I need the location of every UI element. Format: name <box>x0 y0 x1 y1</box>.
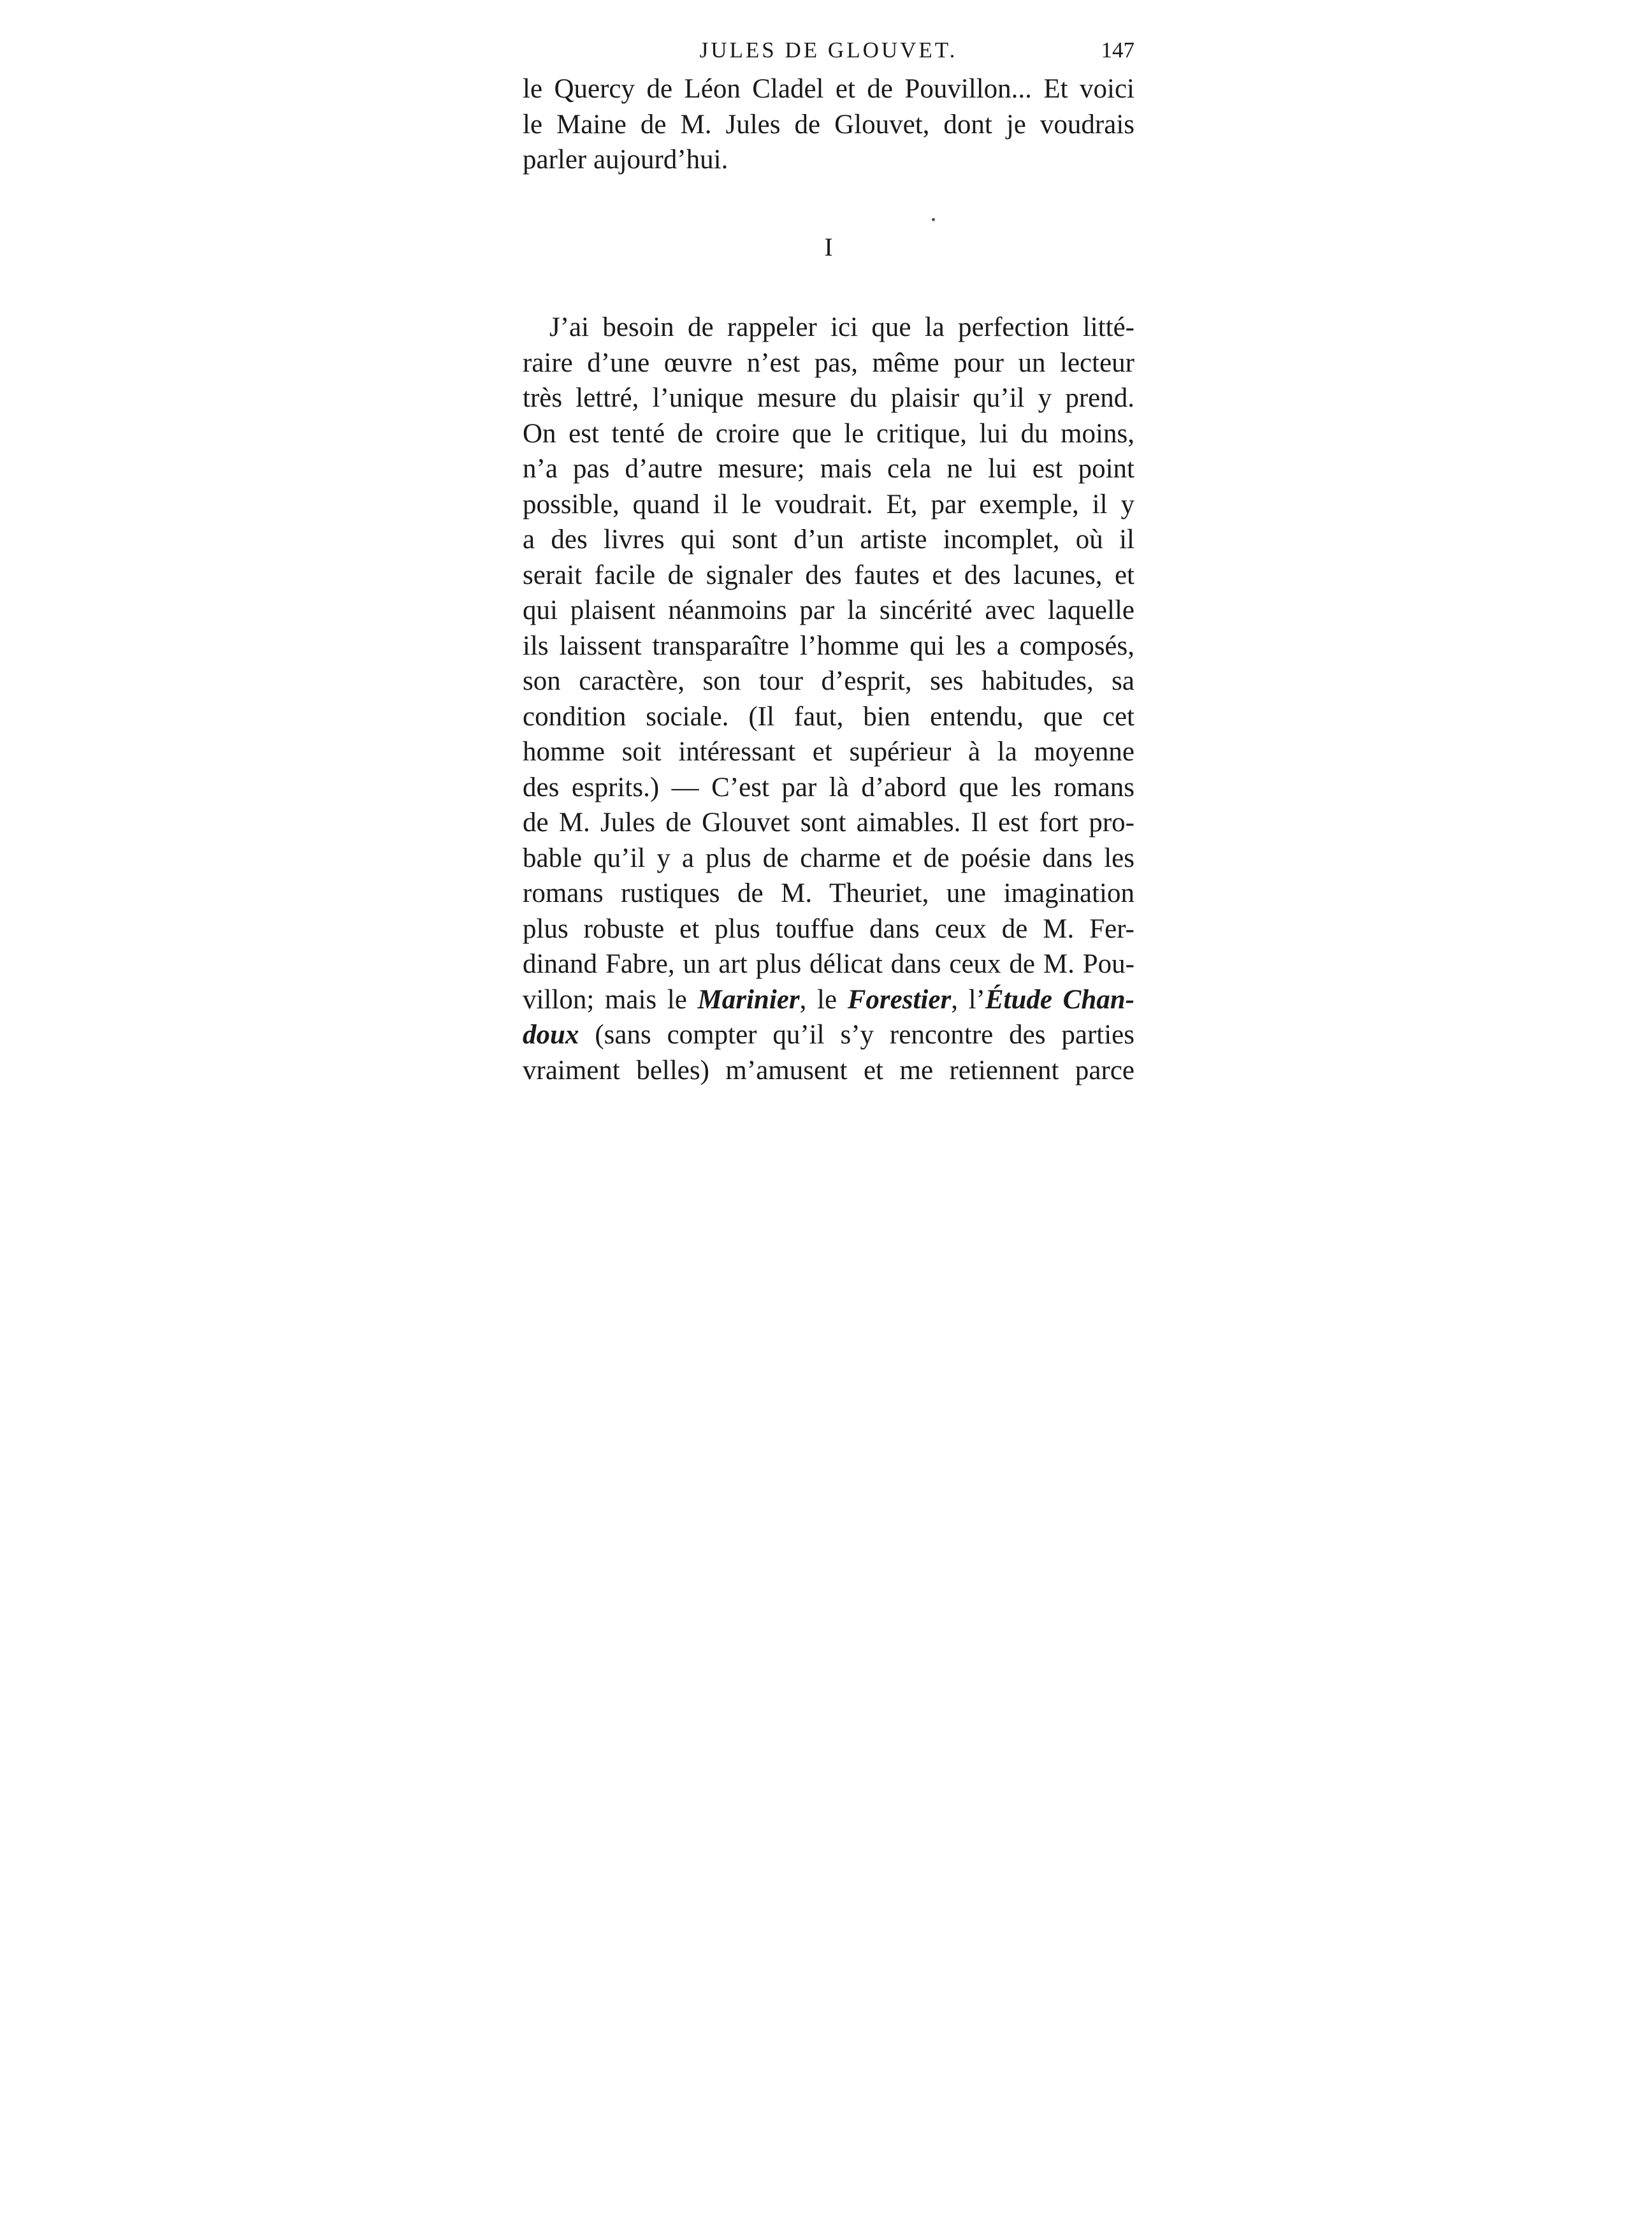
page-number: 147 <box>1101 38 1134 62</box>
running-head <box>523 28 1134 73</box>
text-line: vraiment belles) m’amusent et me retiennent parce <box>523 1055 1134 1085</box>
text-line: raire d’une œuvre n’est pas, même pour un lecteur <box>523 347 1134 378</box>
text-line: serait facile de signaler des fautes et des lacunes, et <box>523 560 1134 590</box>
text-line: le Quercy de Léon Cladel et de Pouvillon... Et voici <box>523 74 1134 104</box>
text-line: parler aujourd’hui. <box>523 145 728 175</box>
text-line: le Maine de M. Jules de Glouvet, dont je voudrais <box>523 109 1134 140</box>
text-line: possible, quand il le voudrait. Et, par exemple, il y <box>523 489 1134 519</box>
book-title-etude-chandoux-cont: doux <box>523 1020 579 1050</box>
text-line: On est tenté de croire que le critique, lui du moins, <box>523 418 1134 449</box>
text-line: de M. Jules de Glouvet sont aimables. Il est fort pro- <box>523 808 1134 838</box>
text-line: bable qu’il y a plus de charme et de poésie dans les <box>523 843 1134 873</box>
text-line: des esprits.) — C’est par là d’abord que les romans <box>523 772 1134 802</box>
text-run: , l’ <box>951 984 985 1015</box>
text-line <box>523 310 1134 345</box>
book-title-forestier: Forestier <box>847 984 952 1015</box>
text-line: son caractère, son tour d’esprit, ses habitudes, sa <box>523 666 1134 696</box>
text-run: villon; mais le <box>523 984 698 1015</box>
book-title-etude-chandoux: Étude Chan- <box>985 984 1134 1015</box>
text-line: romans rustiques de M. Theuriet, une imagination <box>523 878 1134 908</box>
text-line <box>523 1017 1134 1053</box>
text-line: condition sociale. (Il faut, bien entendu, que cet <box>523 701 1134 732</box>
text-line: ils laissent transparaître l’homme qui les a composés, <box>523 630 1134 661</box>
book-title-marinier: Marinier <box>697 984 800 1015</box>
text-line <box>523 982 1134 1018</box>
running-title: JULES DE GLOUVET. <box>699 38 958 62</box>
text-run: , le <box>799 984 848 1015</box>
print-speck <box>932 218 935 221</box>
text-line: homme soit intéressant et supérieur à la moyenne <box>523 737 1134 767</box>
main-paragraph <box>523 310 1134 1088</box>
section-numeral: I <box>824 233 833 261</box>
text-line: qui plaisent néanmoins par la sincérité avec laquelle <box>523 595 1134 625</box>
text-line: n’a pas d’autre mesure; mais cela ne lui est point <box>523 454 1134 484</box>
text-line-content: J’ai besoin de rappeler ici que la perfection litté- <box>549 312 1134 342</box>
text-line: dinand Fabre, un art plus délicat dans ceux de M. Pou- <box>523 949 1134 979</box>
text-line: plus robuste et plus touffue dans ceux de M. Fer- <box>523 913 1134 944</box>
text-run: (sans compter qu’il s’y rencontre des parties <box>579 1020 1134 1050</box>
opening-text <box>523 71 1134 178</box>
text-line: très lettré, l’unique mesure du plaisir qu’il y prend. <box>523 383 1134 413</box>
text-line: a des livres qui sont d’un artiste incomplet, où il <box>523 525 1134 555</box>
